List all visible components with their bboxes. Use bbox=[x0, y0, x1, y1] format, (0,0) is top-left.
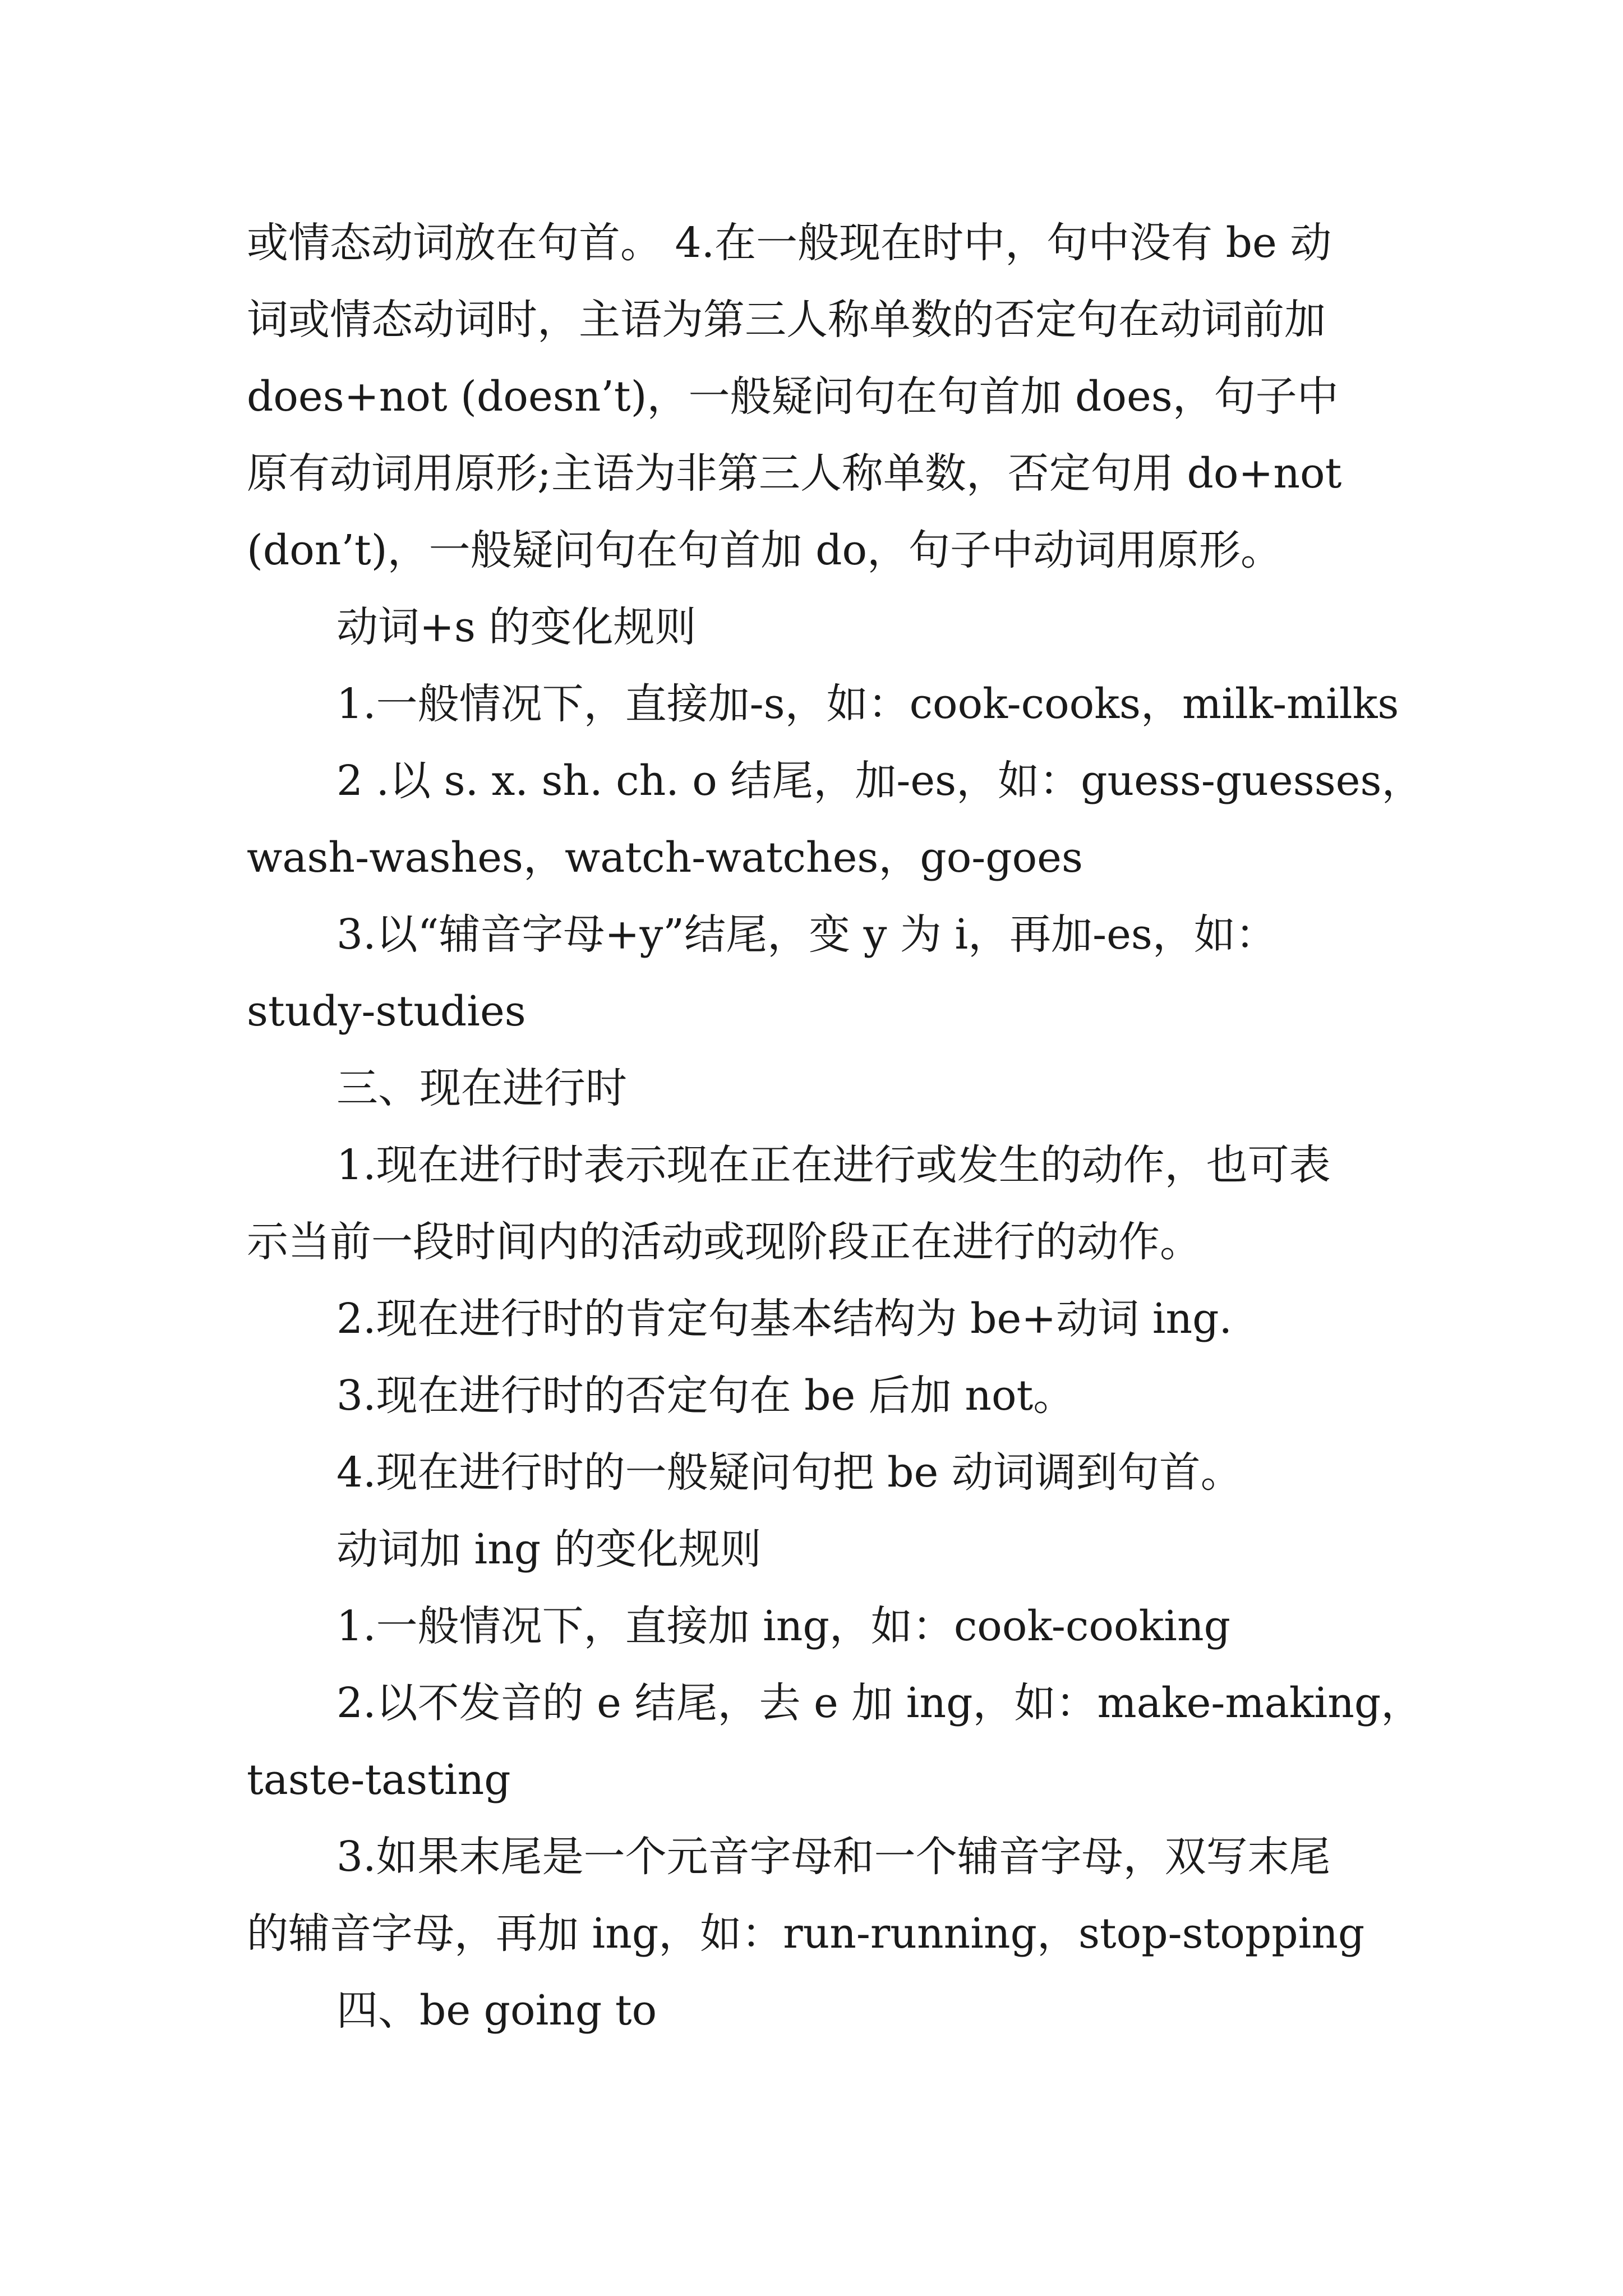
text-line: wash-washes，watch-watches，go-goes bbox=[247, 834, 1083, 882]
text-line: 2 .以 s. x. sh. ch. o 结尾，加-es，如：guess-guesses， bbox=[336, 757, 1423, 805]
section-heading: 动词+s 的变化规则 bbox=[336, 603, 697, 651]
text-line: 的辅音字母，再加 ing，如：run-running，stop-stopping bbox=[247, 1910, 1365, 1958]
section-heading: 动词加 ing 的变化规则 bbox=[336, 1525, 762, 1573]
text-line: 2.以不发音的 e 结尾，去 e 加 ing，如：make-making， bbox=[336, 1679, 1423, 1727]
text-line: study-studies bbox=[247, 987, 526, 1036]
text-line: does+not (doesn’t)，一般疑问句在句首加 does，句子中 bbox=[247, 372, 1339, 421]
text-line: 4.现在进行时的一般疑问句把 be 动词调到句首。 bbox=[336, 1448, 1242, 1497]
text-line: 1.一般情况下，直接加 ing，如：cook-cooking bbox=[336, 1602, 1230, 1650]
document-page bbox=[247, 205, 1423, 2049]
text-line: 或情态动词放在句首。 4.在一般现在时中，句中没有 be 动 bbox=[247, 219, 1332, 267]
text-line: (don’t)，一般疑问句在句首加 do，句子中动词用原形。 bbox=[247, 526, 1283, 574]
text-line: 3.以“辅音字母+y”结尾，变 y 为 i，再加-es，如： bbox=[336, 910, 1277, 959]
text-line: 2.现在进行时的肯定句基本结构为 be+动词 ing. bbox=[336, 1295, 1233, 1343]
text-line: 1.现在进行时表示现在正在进行或发生的动作，也可表 bbox=[336, 1141, 1331, 1189]
text-line: 词或情态动词时，主语为第三人称单数的否定句在动词前加 bbox=[247, 296, 1326, 344]
text-line: 原有动词用原形;主语为非第三人称单数，否定句用 do+not bbox=[247, 449, 1342, 498]
text-line: 1.一般情况下，直接加-s，如：cook-cooks，milk-milks bbox=[336, 680, 1399, 728]
text-line: taste-tasting bbox=[247, 1756, 511, 1804]
section-heading: 三、现在进行时 bbox=[336, 1064, 627, 1112]
text-line: 示当前一段时间内的活动或现阶段正在进行的动作。 bbox=[247, 1218, 1201, 1266]
section-heading: 四、be going to bbox=[336, 1986, 657, 2035]
text-line: 3.如果末尾是一个元音字母和一个辅音字母，双写末尾 bbox=[336, 1833, 1331, 1881]
text-line: 3.现在进行时的否定句在 be 后加 not。 bbox=[336, 1372, 1075, 1420]
